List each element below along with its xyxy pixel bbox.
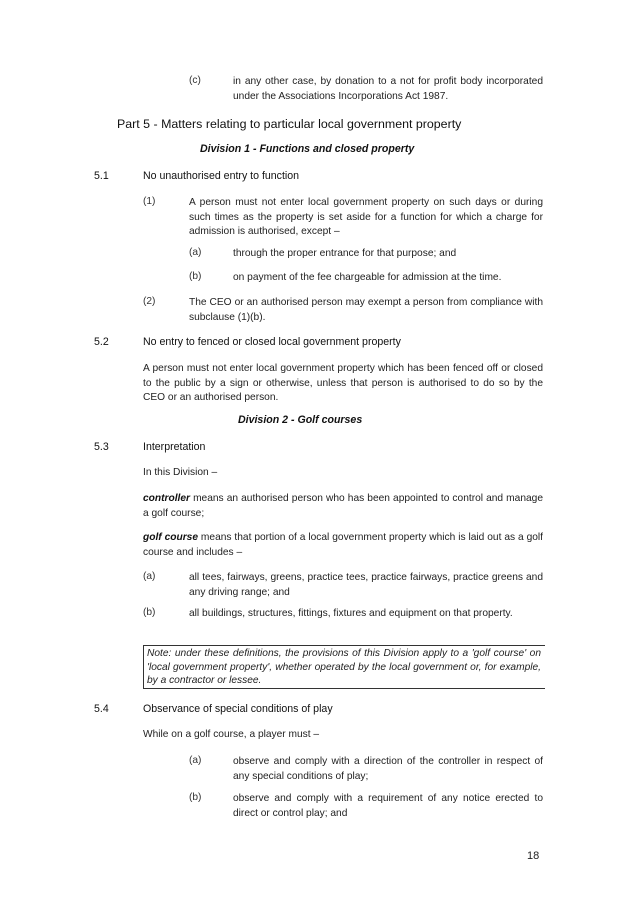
- section-number-5-2: 5.2: [94, 336, 109, 348]
- paragraph-label: (a): [143, 571, 156, 582]
- section-number-5-3: 5.3: [94, 441, 109, 453]
- page-number: 18: [527, 850, 540, 862]
- part-heading: Part 5 - Matters relating to particular local government property: [117, 117, 462, 131]
- section-title-5-2: No entry to fenced or closed local government property: [143, 336, 401, 348]
- section-text-5-2: A person must not enter local government property which has been fenced off or closed to the public by a sign or otherwise, unless that person is authorised to do so by the CEO or an authorised person.: [143, 363, 543, 403]
- paragraph-text: observe and comply with a requirement of any notice erected to direct or control play; and: [233, 793, 543, 819]
- section-title-5-3: Interpretation: [143, 441, 206, 453]
- definition-controller: [143, 492, 543, 521]
- paragraph-label: (b): [189, 271, 202, 282]
- subclause-text: The CEO or an authorised person may exempt a person from compliance with subclause (1)(b).: [189, 297, 543, 323]
- division-1-heading: Division 1 - Functions and closed property: [200, 143, 415, 155]
- paragraph-label: (b): [189, 792, 202, 803]
- paragraph-text: on payment of the fee chargeable for admission at the time.: [233, 272, 502, 283]
- clause-text-c: in any other case, by donation to a not for profit body incorporated under the Associations Incorporations Act 1987.: [233, 76, 543, 102]
- section-intro-5-4: While on a golf course, a player must –: [143, 729, 320, 740]
- section-title-5-4: Observance of special conditions of play: [143, 703, 333, 715]
- definition-golf-course: [143, 531, 543, 560]
- subclause-text: A person must not enter local government property on such days or during such times as the property is set aside for a function for which a charge for admission is authorised, except –: [189, 197, 543, 237]
- paragraph-text: all buildings, structures, fittings, fixtures and equipment on that property.: [189, 608, 513, 619]
- division-2-heading: Division 2 - Golf courses: [238, 414, 363, 426]
- section-number-5-1: 5.1: [94, 170, 109, 182]
- section-title-5-1: No unauthorised entry to function: [143, 170, 300, 182]
- clause-label-c: (c): [189, 75, 201, 86]
- defined-term: controller: [143, 493, 190, 504]
- paragraph-label: (b): [143, 607, 156, 618]
- definition-text: means an authorised person who has been appointed to control and manage a golf course;: [143, 493, 543, 519]
- paragraph-text: observe and comply with a direction of the controller in respect of any special conditions of play;: [233, 756, 543, 782]
- paragraph-text: all tees, fairways, greens, practice tees, practice fairways, practice greens and any driving range; and: [189, 572, 543, 598]
- definition-text: means that portion of a local government property which is laid out as a golf course and includes –: [143, 532, 543, 558]
- note-text: Note: under these definitions, the provisions of this Division apply to a 'golf course' on 'local government property', whether operated by the local government or, for example, by a contractor or lessee.: [147, 648, 541, 686]
- paragraph-label: (a): [189, 247, 202, 258]
- subclause-label: (1): [143, 196, 156, 207]
- interpretation-intro: In this Division –: [143, 467, 218, 478]
- section-number-5-4: 5.4: [94, 703, 109, 715]
- paragraph-text: through the proper entrance for that purpose; and: [233, 248, 457, 259]
- defined-term: golf course: [143, 532, 198, 543]
- paragraph-label: (a): [189, 755, 202, 766]
- subclause-label: (2): [143, 296, 156, 307]
